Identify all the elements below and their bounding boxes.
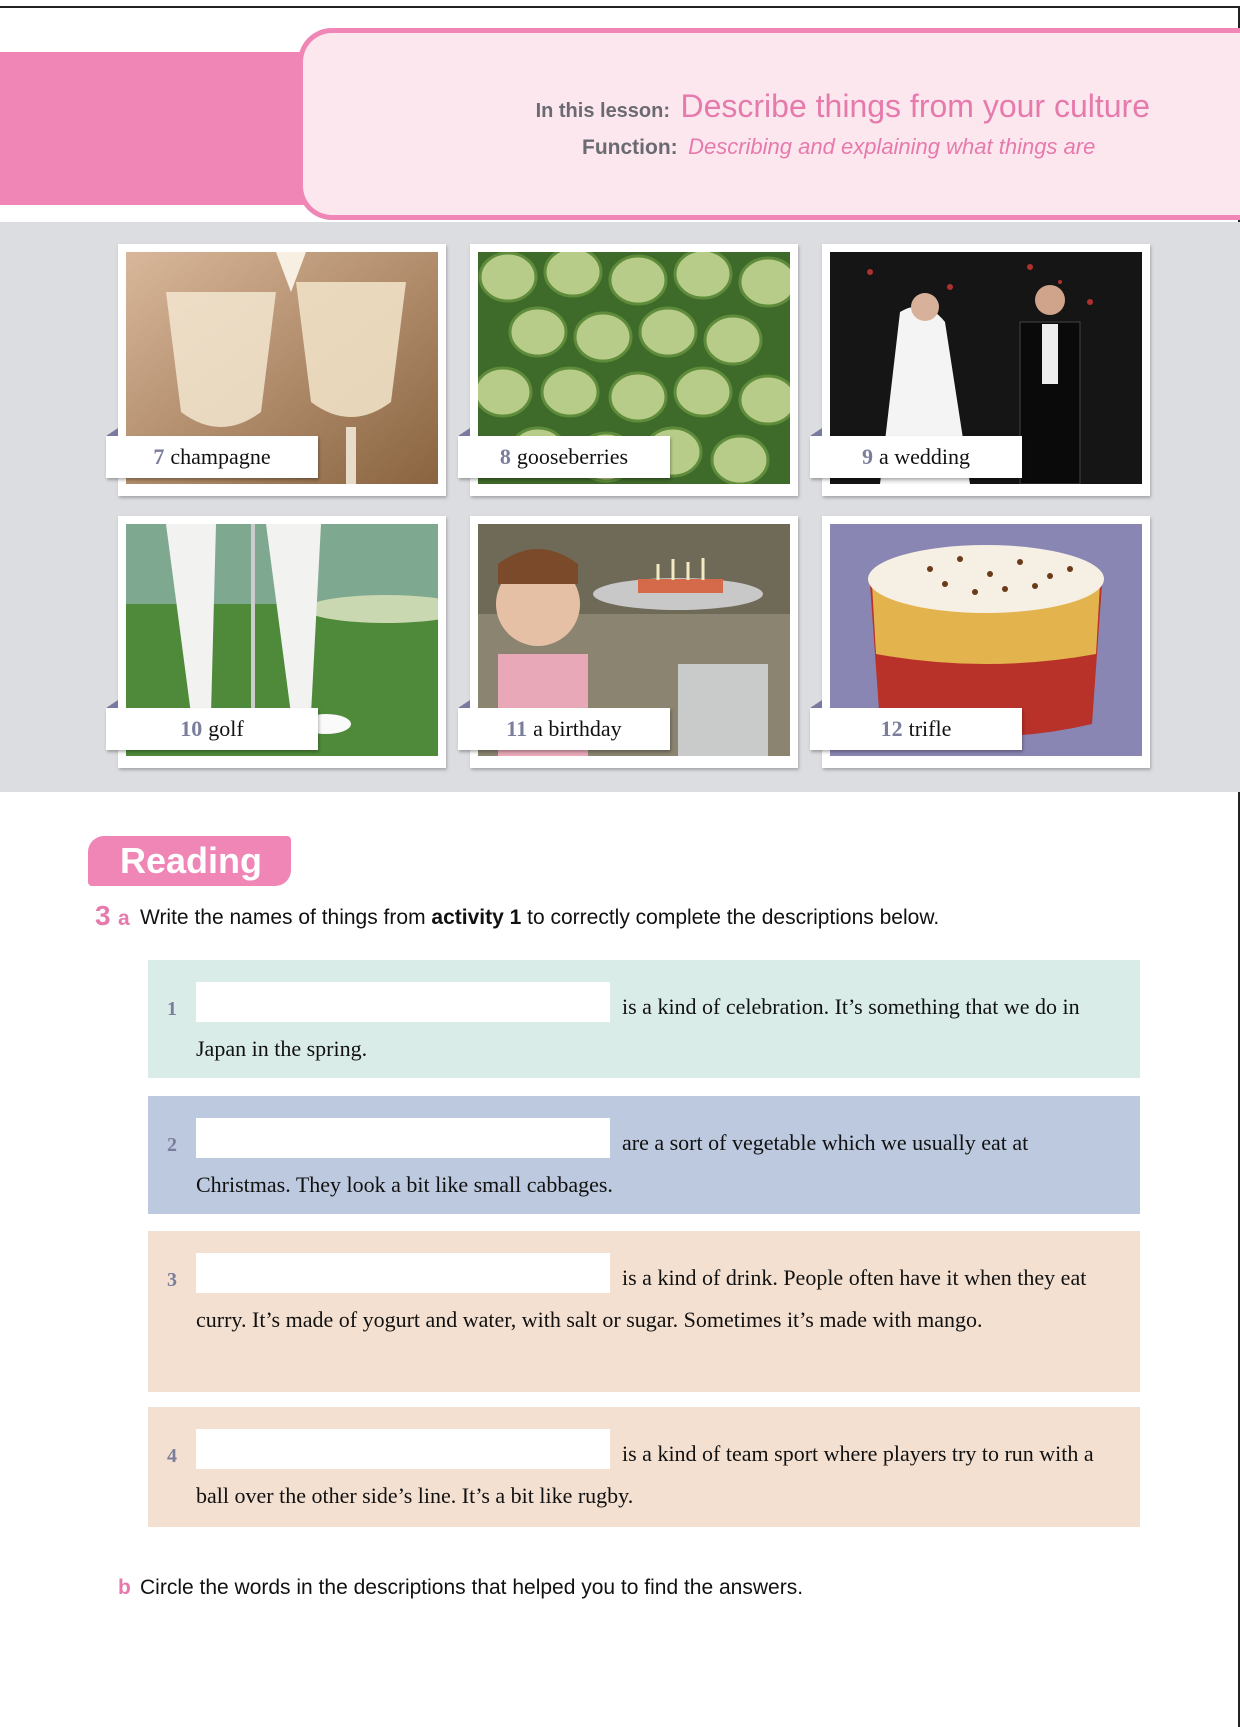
description-item-4: [148, 1407, 1140, 1527]
part-b-instruction: Circle the words in the descriptions that helped you to find the answers.: [140, 1576, 804, 1599]
item-text: are a sort of vegetable which we usually eat at Christmas. They look a bit like small cabbages.: [196, 1130, 1029, 1197]
description-item-3: [148, 1231, 1140, 1392]
part-b-letter: b: [118, 1576, 131, 1599]
photo-gallery-band: [0, 222, 1240, 792]
photo-card-wedding: [822, 244, 1150, 496]
photo-caption: 9 a wedding: [810, 436, 1022, 478]
header-pink-bar: [0, 52, 320, 205]
photo-caption: 10 golf: [106, 708, 318, 750]
lesson-title: Describe things from your culture: [680, 88, 1150, 124]
function-label: Function:: [582, 136, 678, 159]
function-row: [582, 134, 1095, 160]
photo-card-gooseberries: [470, 244, 798, 496]
item-text: is a kind of celebration. It’s something that we do in Japan in the spring.: [196, 994, 1080, 1061]
question-instruction: Write the names of things from activity 1 to correctly complete the descriptions below.: [140, 906, 940, 929]
item-text: is a kind of drink. People often have it when they eat curry. It’s made of yogurt and water, with salt or sugar. Sometimes it’s made with mango.: [196, 1265, 1087, 1332]
item-number: 3: [167, 1269, 177, 1291]
photo-card-champagne: [118, 244, 446, 496]
item-text: is a kind of team sport where players try to run with a ball over the other side’s line. It’s a bit like rugby.: [196, 1441, 1094, 1508]
item-number: 2: [167, 1134, 177, 1156]
question-number: 3: [95, 900, 111, 931]
lesson-label: In this lesson:: [535, 100, 671, 122]
item-number: 4: [167, 1445, 177, 1467]
photo-caption: 11 a birthday: [458, 708, 670, 750]
photo-caption: 7 champagne: [106, 436, 318, 478]
description-item-2: [148, 1096, 1140, 1214]
item-number: 1: [167, 998, 177, 1020]
photo-card-birthday: [470, 516, 798, 768]
lesson-title-row: [536, 88, 1150, 125]
part-a-letter: a: [118, 907, 130, 930]
description-item-1: [148, 960, 1140, 1078]
photo-caption: 12 trifle: [810, 708, 1022, 750]
photo-card-golf: [118, 516, 446, 768]
photo-card-trifle: [822, 516, 1150, 768]
photo-caption: 8 gooseberries: [458, 436, 670, 478]
function-text: Describing and explaining what things are: [688, 134, 1096, 159]
page-border-top: [0, 6, 1240, 8]
reading-section-tab: Reading: [88, 836, 291, 886]
